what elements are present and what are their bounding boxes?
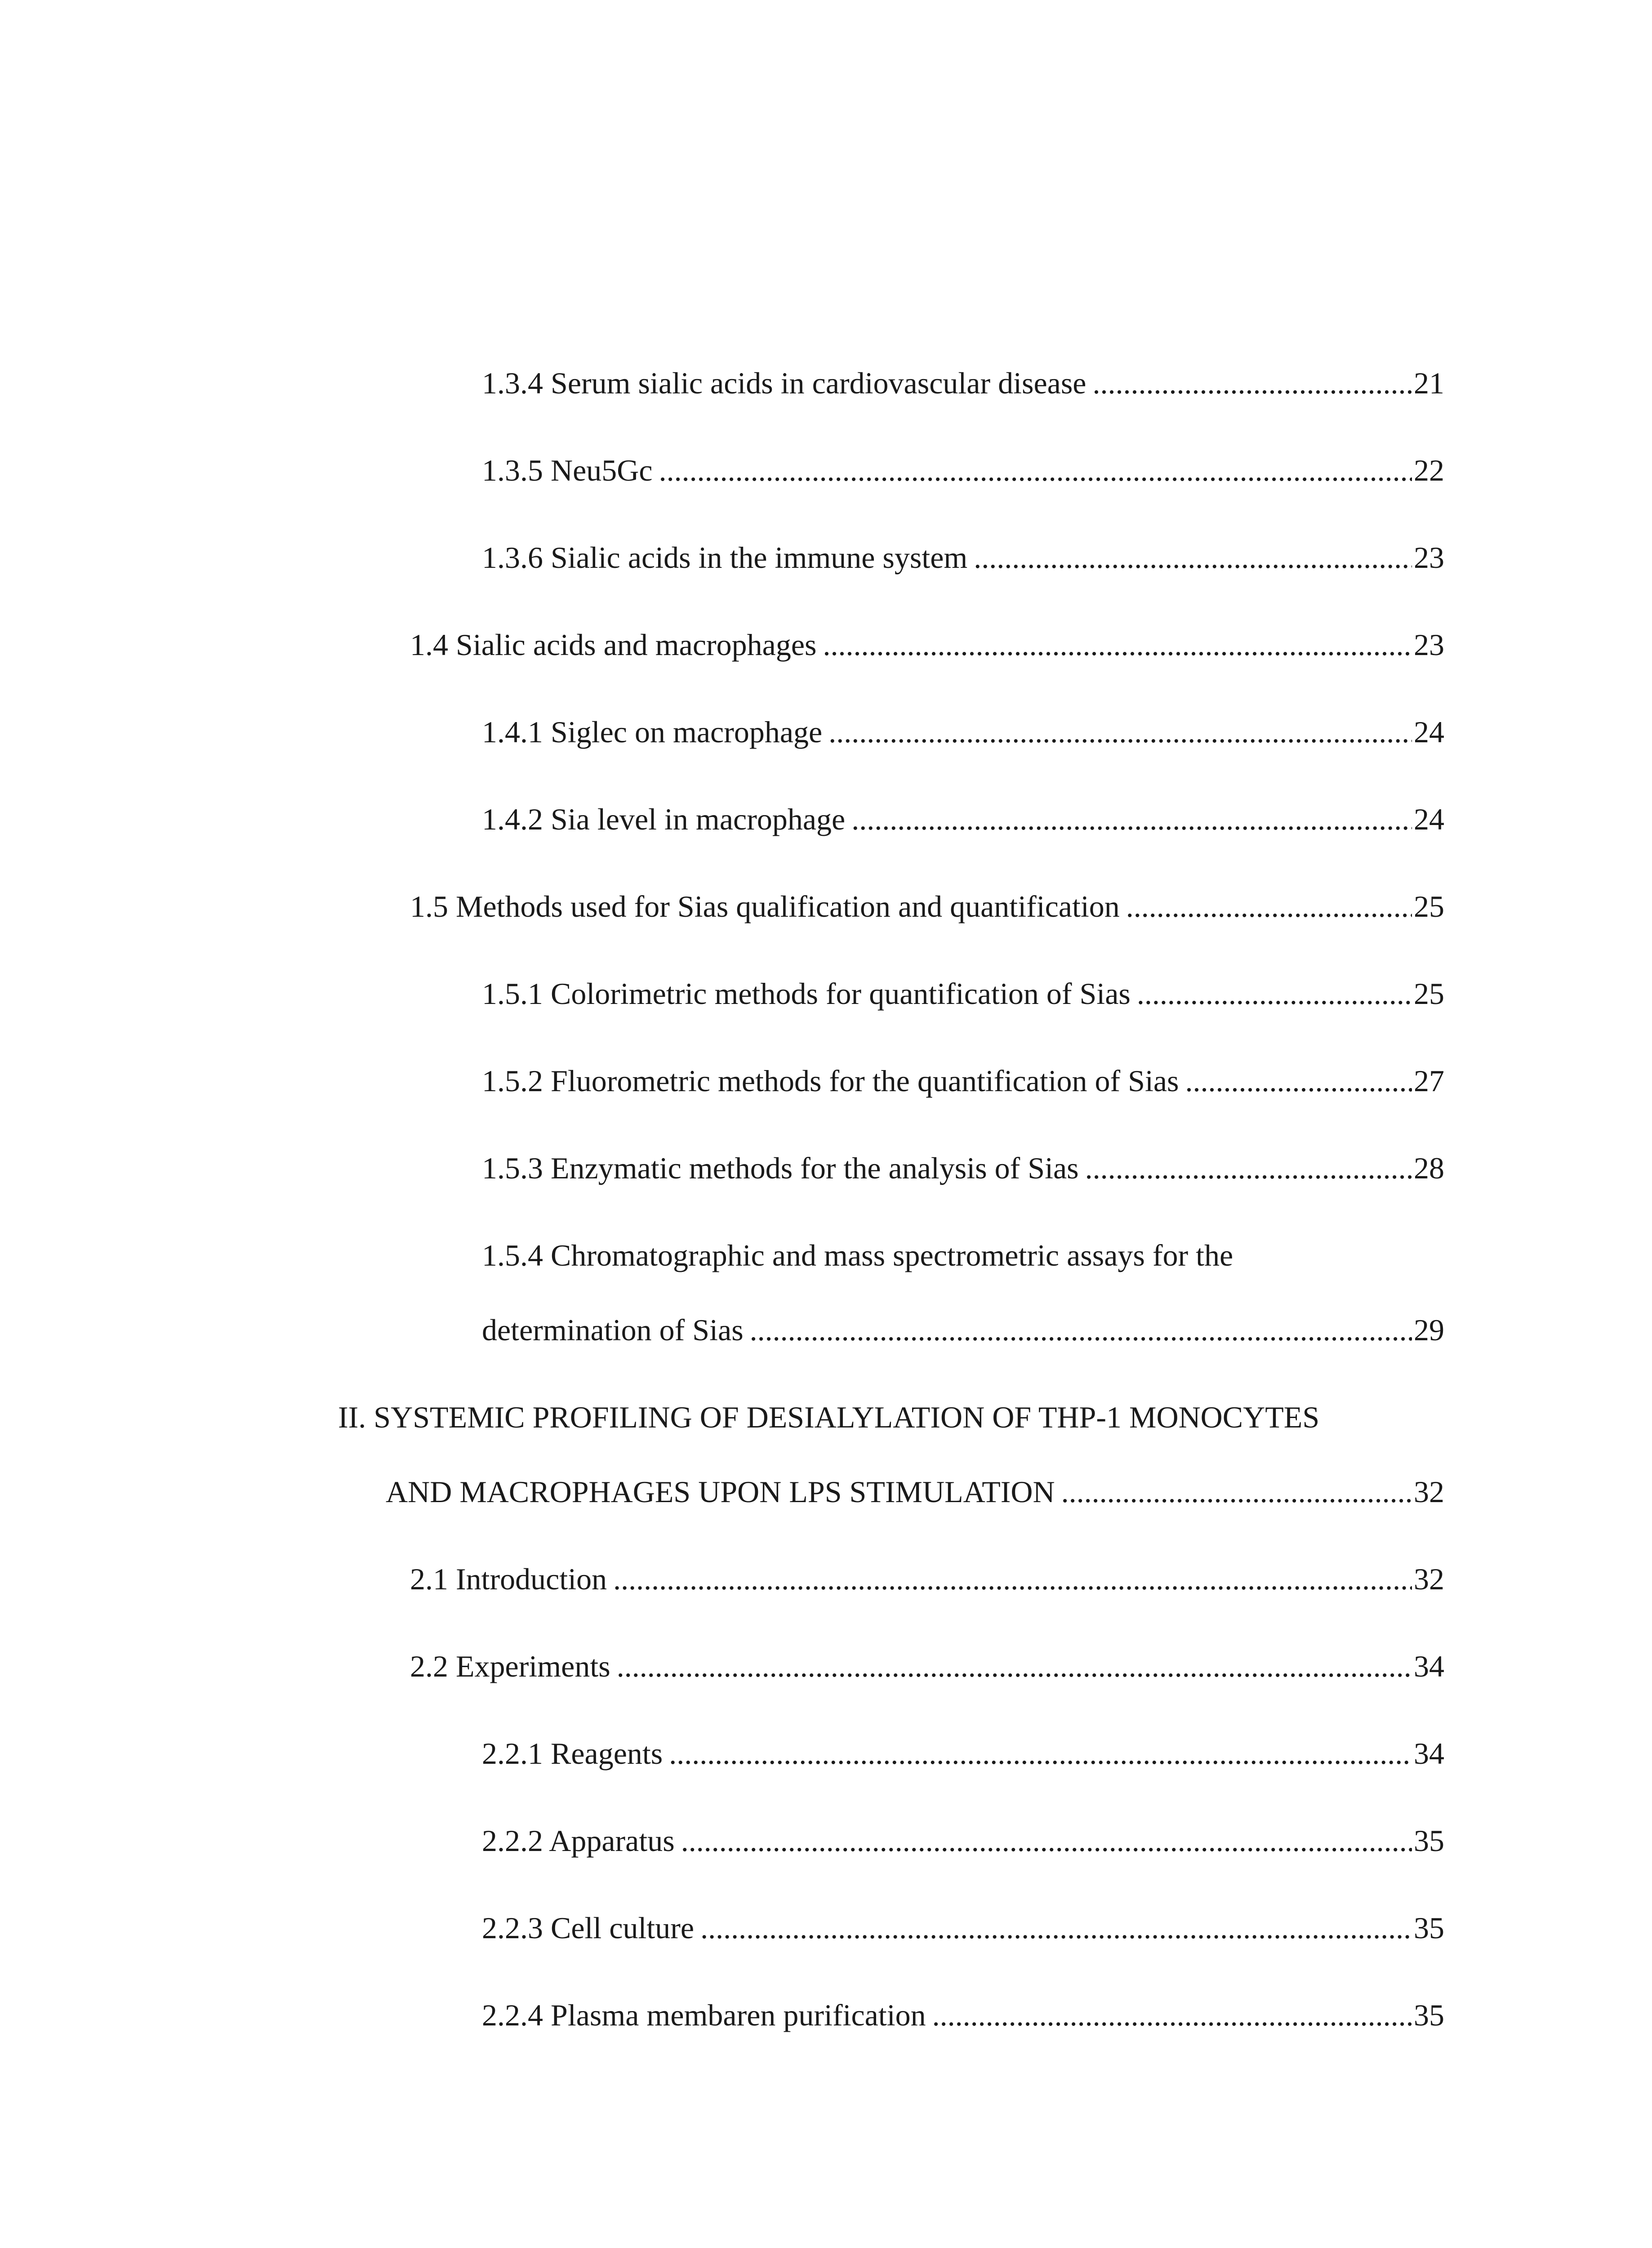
toc-entry-title: determination of Sias xyxy=(482,1313,744,1347)
dot-leader xyxy=(613,1552,1412,1606)
toc-entry-page-number: 34 xyxy=(1414,1736,1444,1771)
toc-entry-title: 2.2 Experiments xyxy=(410,1649,610,1683)
toc-entry-title: 1.3.6 Sialic acids in the immune system xyxy=(482,540,968,575)
toc-entry-title: 1.4 Sialic acids and macrophages xyxy=(410,628,817,662)
toc-entry-title: 2.2.4 Plasma membaren purification xyxy=(482,1998,926,2032)
toc-entry-1-5[interactable] xyxy=(410,879,1444,933)
toc-entry-1-3-6[interactable] xyxy=(482,531,1444,584)
dot-leader xyxy=(1092,356,1412,410)
dot-leader xyxy=(700,1901,1412,1955)
dot-leader xyxy=(823,618,1412,672)
toc-entry-1-4[interactable] xyxy=(410,618,1444,672)
toc-entry-1-5-3[interactable] xyxy=(482,1141,1444,1195)
dot-leader xyxy=(851,792,1412,846)
toc-entry-page-number: 25 xyxy=(1414,889,1444,923)
toc-entry-title: 1.5 Methods used for Sias qualification and quantification xyxy=(410,889,1120,923)
toc-entry-page-number: 25 xyxy=(1414,977,1444,1011)
toc-entry-1-5-2[interactable] xyxy=(482,1054,1444,1108)
toc-entry-2-1[interactable] xyxy=(410,1552,1444,1606)
dot-leader xyxy=(669,1726,1412,1780)
toc-entry-title: 1.4.2 Sia level in macrophage xyxy=(482,802,846,836)
toc-entry-page-number: 28 xyxy=(1414,1151,1444,1185)
toc-entry-title: 1.5.1 Colorimetric methods for quantification of Sias xyxy=(482,977,1131,1011)
toc-entry-page-number: 32 xyxy=(1414,1475,1444,1509)
dot-leader xyxy=(659,443,1412,497)
toc-chapter-2-line2[interactable] xyxy=(386,1465,1444,1519)
toc-entry-1-5-1[interactable] xyxy=(482,967,1444,1021)
toc-entry-page-number: 35 xyxy=(1414,1911,1444,1945)
toc-entry-title: 1.4.1 Siglec on macrophage xyxy=(482,715,823,749)
toc-entry-1-3-4[interactable] xyxy=(482,356,1444,410)
toc-entry-title: 1.3.4 Serum sialic acids in cardiovascular disease xyxy=(482,366,1086,400)
toc-entry-2-2[interactable] xyxy=(410,1639,1444,1693)
dot-leader xyxy=(932,1988,1412,2042)
toc-entry-title: 1.5.3 Enzymatic methods for the analysis of Sias xyxy=(482,1151,1079,1185)
dot-leader xyxy=(1126,879,1412,933)
dot-leader xyxy=(1085,1141,1412,1195)
toc-entry-page-number: 23 xyxy=(1414,628,1444,662)
toc-chapter-2-line1[interactable] xyxy=(338,1390,1319,1444)
toc-entry-2-2-4[interactable] xyxy=(482,1988,1444,2042)
dot-leader xyxy=(750,1303,1412,1357)
toc-entry-page-number: 35 xyxy=(1414,1824,1444,1858)
toc-entry-1-5-4-line1[interactable] xyxy=(482,1228,1233,1282)
toc-entry-page-number: 34 xyxy=(1414,1649,1444,1683)
toc-entry-1-4-2[interactable] xyxy=(482,792,1444,846)
toc-entry-title: 1.3.5 Neu5Gc xyxy=(482,453,653,487)
toc-entry-title: 2.2.1 Reagents xyxy=(482,1736,663,1771)
toc-entry-page-number: 29 xyxy=(1414,1313,1444,1347)
toc-entry-2-2-1[interactable] xyxy=(482,1726,1444,1780)
dot-leader xyxy=(1137,967,1412,1021)
dot-leader xyxy=(1061,1465,1412,1519)
dot-leader xyxy=(1185,1054,1412,1108)
toc-chapter-title: AND MACROPHAGES UPON LPS STIMULATION xyxy=(386,1475,1055,1509)
dot-leader xyxy=(617,1639,1412,1693)
toc-entry-title: 2.2.2 Apparatus xyxy=(482,1824,675,1858)
toc-entry-page-number: 35 xyxy=(1414,1998,1444,2032)
dot-leader xyxy=(974,531,1412,584)
dot-leader xyxy=(828,705,1412,759)
toc-entry-title: 1.5.2 Fluorometric methods for the quantification of Sias xyxy=(482,1064,1179,1098)
toc-entry-1-5-4-line2[interactable] xyxy=(482,1303,1444,1357)
toc-entry-page-number: 27 xyxy=(1414,1064,1444,1098)
toc-entry-page-number: 24 xyxy=(1414,715,1444,749)
toc-entry-page-number: 22 xyxy=(1414,453,1444,487)
toc-entry-1-3-5[interactable] xyxy=(482,443,1444,497)
toc-entry-title: 2.2.3 Cell culture xyxy=(482,1911,695,1945)
dot-leader xyxy=(681,1814,1412,1868)
toc-entry-2-2-3[interactable] xyxy=(482,1901,1444,1955)
toc-entry-title: 1.5.4 Chromatographic and mass spectrometric assays for the xyxy=(482,1238,1233,1272)
toc-entry-title: 2.1 Introduction xyxy=(410,1562,607,1596)
toc-entry-1-4-1[interactable] xyxy=(482,705,1444,759)
toc-entry-page-number: 23 xyxy=(1414,540,1444,575)
toc-chapter-title: II. SYSTEMIC PROFILING OF DESIALYLATION OF THP-1 MONOCYTES xyxy=(338,1400,1320,1434)
toc-entry-2-2-2[interactable] xyxy=(482,1814,1444,1868)
toc-entry-page-number: 32 xyxy=(1414,1562,1444,1596)
toc-entry-page-number: 21 xyxy=(1414,366,1444,400)
toc-entry-page-number: 24 xyxy=(1414,802,1444,836)
